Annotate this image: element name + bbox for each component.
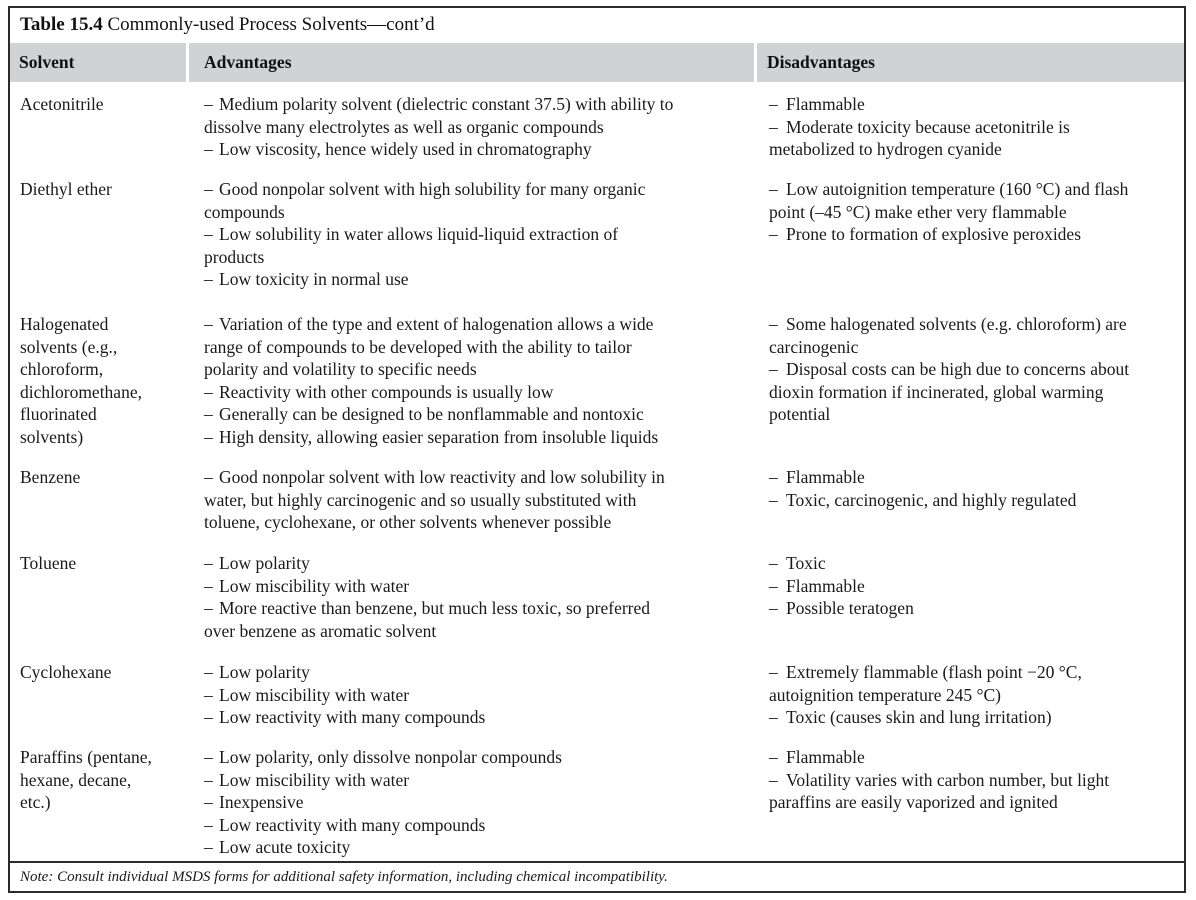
- advantage-item: [204, 836, 764, 859]
- dash-bullet-icon: –: [204, 94, 213, 114]
- advantage-item: [204, 138, 764, 161]
- dash-bullet-icon: –: [204, 792, 213, 813]
- advantage-item: [204, 706, 764, 729]
- dash-bullet-icon: –: [204, 707, 213, 728]
- item-text: toluene, cyclohexane, or other solvents whenever possible: [204, 512, 612, 533]
- dash-bullet-icon: –: [769, 769, 778, 790]
- item-text: Toxic, carcinogenic, and highly regulated: [786, 489, 1077, 510]
- advantages-cell: [204, 661, 764, 729]
- item-text: Variation of the type and extent of halogenation allows a wide: [219, 314, 654, 334]
- item-text: Low viscosity, hence widely used in chromatography: [219, 139, 592, 160]
- item-text: High density, allowing easier separation from insoluble liquids: [219, 426, 659, 447]
- item-text: Good nonpolar solvent with low reactivity and low solubility in: [219, 467, 665, 487]
- advantage-item: [204, 178, 764, 223]
- dash-bullet-icon: –: [204, 426, 213, 447]
- solvent-name-line: solvents (e.g.,: [20, 336, 118, 357]
- table-frame: [8, 6, 1186, 893]
- advantages-cell: [204, 313, 764, 449]
- item-text: Inexpensive: [219, 792, 304, 813]
- item-text: water, but highly carcinogenic and so usually substituted with: [204, 489, 637, 510]
- dash-bullet-icon: –: [204, 684, 213, 705]
- advantage-item: [204, 268, 764, 291]
- solvent-name-line: hexane, decane,: [20, 769, 132, 790]
- table-header-row: [10, 43, 1184, 82]
- item-text: Generally can be designed to be nonflammable and nontoxic: [219, 404, 644, 425]
- advantage-item: [204, 746, 764, 769]
- advantage-item: [204, 313, 764, 381]
- item-text: Low toxicity in normal use: [219, 269, 409, 290]
- disadvantages-cell: [769, 178, 1179, 246]
- item-text: Reactivity with other compounds is usually low: [219, 381, 554, 402]
- item-text: Flammable: [786, 467, 865, 487]
- dash-bullet-icon: –: [204, 553, 213, 573]
- dash-bullet-icon: –: [204, 224, 213, 245]
- column-header-advantages: Advantages: [189, 43, 754, 82]
- dash-bullet-icon: –: [204, 575, 213, 596]
- item-text: Flammable: [786, 747, 865, 767]
- dash-bullet-icon: –: [769, 489, 778, 510]
- advantages-cell: [204, 466, 764, 534]
- item-text: Flammable: [786, 575, 865, 596]
- item-text: Low miscibility with water: [219, 769, 410, 790]
- advantage-item: [204, 575, 764, 598]
- solvent-name-line: dichloromethane,: [20, 381, 142, 402]
- advantage-item: [204, 791, 764, 814]
- item-text: Good nonpolar solvent with high solubility for many organic: [219, 179, 646, 199]
- item-text: Medium polarity solvent (dielectric constant 37.5) with ability to: [219, 94, 674, 114]
- dash-bullet-icon: –: [204, 179, 213, 199]
- solvent-name-line: Toluene: [20, 553, 77, 573]
- item-text: dioxin formation if incinerated, global warming: [769, 381, 1104, 402]
- dash-bullet-icon: –: [204, 467, 213, 487]
- item-text: Low solubility in water allows liquid-liquid extraction of: [219, 224, 619, 245]
- item-text: Moderate toxicity because acetonitrile is: [786, 116, 1070, 137]
- disadvantage-item: [769, 746, 1179, 769]
- advantages-cell: [204, 93, 764, 161]
- item-text: Low polarity: [219, 553, 310, 573]
- item-text: Extremely flammable (flash point −20 °C,: [786, 662, 1082, 682]
- dash-bullet-icon: –: [769, 314, 778, 334]
- item-text: paraffins are easily vaporized and ignited: [769, 792, 1058, 813]
- advantage-item: [204, 769, 764, 792]
- disadvantage-item: [769, 466, 1179, 489]
- item-text: Low polarity: [219, 662, 310, 682]
- solvent-name-line: fluorinated: [20, 404, 97, 425]
- dash-bullet-icon: –: [204, 598, 213, 619]
- item-text: Flammable: [786, 94, 865, 114]
- item-text: Low acute toxicity: [219, 837, 351, 858]
- dash-bullet-icon: –: [769, 707, 778, 728]
- dash-bullet-icon: –: [769, 598, 778, 619]
- item-text: Low autoignition temperature (160 °C) and flash: [786, 179, 1129, 199]
- dash-bullet-icon: –: [204, 139, 213, 160]
- advantage-item: [204, 93, 764, 138]
- advantages-cell: [204, 746, 764, 859]
- disadvantages-cell: [769, 93, 1179, 161]
- disadvantage-item: [769, 93, 1179, 116]
- solvent-cell: [20, 93, 190, 116]
- dash-bullet-icon: –: [769, 747, 778, 767]
- advantage-item: [204, 381, 764, 404]
- solvent-cell: [20, 746, 190, 814]
- solvent-name-line: Acetonitrile: [20, 94, 104, 114]
- dash-bullet-icon: –: [769, 467, 778, 487]
- advantage-item: [204, 426, 764, 449]
- disadvantage-item: [769, 575, 1179, 598]
- dash-bullet-icon: –: [204, 381, 213, 402]
- item-text: More reactive than benzene, but much less toxic, so preferred: [219, 598, 651, 619]
- table-note: Note: Consult individual MSDS forms for additional safety information, including chemical incompatibility.: [20, 869, 668, 885]
- item-text: Low miscibility with water: [219, 684, 410, 705]
- advantage-item: [204, 466, 764, 534]
- disadvantage-item: [769, 313, 1179, 358]
- advantage-item: [204, 661, 764, 684]
- item-text: dissolve many electrolytes as well as organic compounds: [204, 116, 604, 137]
- disadvantage-item: [769, 489, 1179, 512]
- table-title: Commonly-used Process Solvents—cont’d: [107, 14, 435, 35]
- item-text: range of compounds to be developed with the ability to tailor: [204, 336, 632, 357]
- item-text: Possible teratogen: [786, 598, 914, 619]
- dash-bullet-icon: –: [769, 179, 778, 199]
- solvent-name-line: Cyclohexane: [20, 662, 112, 682]
- solvent-name-line: Paraffins (pentane,: [20, 747, 152, 767]
- dash-bullet-icon: –: [769, 224, 778, 245]
- disadvantage-item: [769, 597, 1179, 620]
- disadvantages-cell: [769, 313, 1179, 426]
- dash-bullet-icon: –: [769, 575, 778, 596]
- dash-bullet-icon: –: [204, 269, 213, 290]
- solvent-name-line: Benzene: [20, 467, 81, 487]
- item-text: polarity and volatility to specific needs: [204, 359, 477, 380]
- dash-bullet-icon: –: [769, 116, 778, 137]
- solvent-cell: [20, 661, 190, 684]
- item-text: Some halogenated solvents (e.g. chloroform) are: [786, 314, 1127, 334]
- advantage-item: [204, 684, 764, 707]
- advantage-item: [204, 552, 764, 575]
- advantages-cell: [204, 178, 764, 291]
- advantages-cell: [204, 552, 764, 642]
- item-text: metabolized to hydrogen cyanide: [769, 139, 1002, 160]
- dash-bullet-icon: –: [204, 837, 213, 858]
- item-text: Toxic (causes skin and lung irritation): [786, 707, 1052, 728]
- dash-bullet-icon: –: [769, 94, 778, 114]
- advantage-item: [204, 814, 764, 837]
- item-text: point (–45 °C) make ether very flammable: [769, 201, 1067, 222]
- column-header-solvent: Solvent: [10, 43, 186, 82]
- dash-bullet-icon: –: [769, 662, 778, 682]
- item-text: over benzene as aromatic solvent: [204, 620, 437, 641]
- advantage-item: [204, 223, 764, 268]
- solvent-name-line: etc.): [20, 792, 51, 813]
- dash-bullet-icon: –: [769, 553, 778, 573]
- solvent-cell: [20, 552, 190, 575]
- dash-bullet-icon: –: [204, 769, 213, 790]
- solvent-cell: [20, 313, 190, 449]
- item-text: products: [204, 246, 265, 267]
- table-caption: [10, 8, 1184, 42]
- dash-bullet-icon: –: [204, 314, 213, 334]
- item-text: Disposal costs can be high due to concerns about: [786, 359, 1130, 380]
- advantage-item: [204, 597, 764, 642]
- table-number: Table 15.4: [20, 14, 103, 35]
- item-text: compounds: [204, 201, 285, 222]
- disadvantages-cell: [769, 466, 1179, 511]
- solvent-name-line: Halogenated: [20, 314, 109, 334]
- item-text: autoignition temperature 245 °C): [769, 684, 1002, 705]
- note-divider: [10, 861, 1184, 863]
- advantage-item: [204, 403, 764, 426]
- disadvantage-item: [769, 223, 1179, 246]
- item-text: Volatility varies with carbon number, but light: [786, 769, 1110, 790]
- disadvantages-cell: [769, 661, 1179, 729]
- solvent-name-line: Diethyl ether: [20, 179, 112, 199]
- disadvantage-item: [769, 178, 1179, 223]
- solvent-name-line: solvents): [20, 426, 84, 447]
- item-text: Prone to formation of explosive peroxides: [786, 224, 1082, 245]
- disadvantage-item: [769, 661, 1179, 706]
- item-text: Low reactivity with many compounds: [219, 814, 486, 835]
- dash-bullet-icon: –: [204, 662, 213, 682]
- disadvantage-item: [769, 706, 1179, 729]
- disadvantage-item: [769, 116, 1179, 161]
- dash-bullet-icon: –: [204, 747, 213, 767]
- item-text: potential: [769, 404, 831, 425]
- disadvantages-cell: [769, 746, 1179, 814]
- dash-bullet-icon: –: [204, 404, 213, 425]
- item-text: carcinogenic: [769, 336, 859, 357]
- disadvantage-item: [769, 358, 1179, 426]
- dash-bullet-icon: –: [204, 814, 213, 835]
- solvent-cell: [20, 466, 190, 489]
- disadvantage-item: [769, 769, 1179, 814]
- column-header-disadvantages: Disadvantages: [757, 43, 1184, 82]
- item-text: Toxic: [786, 553, 826, 573]
- item-text: Low reactivity with many compounds: [219, 707, 486, 728]
- disadvantage-item: [769, 552, 1179, 575]
- solvent-cell: [20, 178, 190, 201]
- disadvantages-cell: [769, 552, 1179, 620]
- item-text: Low polarity, only dissolve nonpolar compounds: [219, 747, 562, 767]
- dash-bullet-icon: –: [769, 359, 778, 380]
- item-text: Low miscibility with water: [219, 575, 410, 596]
- solvent-name-line: chloroform,: [20, 359, 104, 380]
